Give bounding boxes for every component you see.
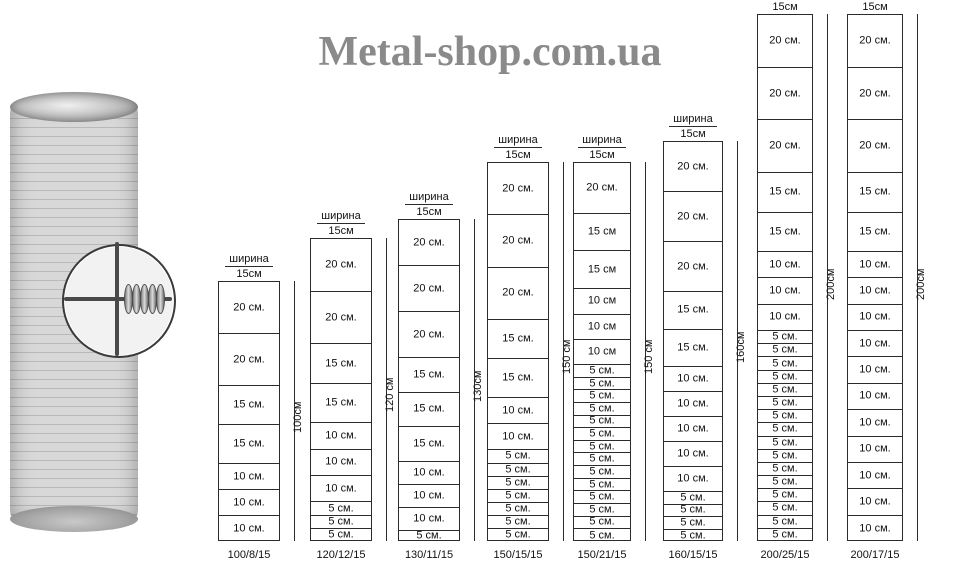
spacing-cell xyxy=(574,340,630,365)
width-label-word: ширина xyxy=(317,210,365,224)
spacing-cell-label: 5 см. xyxy=(772,343,798,356)
spacing-cell-label: 10 см. xyxy=(859,337,891,350)
spacing-cell-label: 5 см. xyxy=(416,529,442,542)
spacing-cell xyxy=(664,192,722,242)
spacing-cell xyxy=(664,492,722,505)
product-code-2: 120/12/15 xyxy=(316,549,366,561)
spacing-cell-label: 20 см. xyxy=(413,282,445,294)
spacing-cell xyxy=(574,416,630,429)
spacing-cell xyxy=(758,120,812,173)
spacing-cell-label: 5 см. xyxy=(772,357,798,370)
spacing-cell-label: 20 см. xyxy=(233,353,265,365)
width-label-word: ширина xyxy=(669,113,717,127)
spacing-cell-label: 15 см. xyxy=(413,368,445,381)
spacing-cell-label: 5 см. xyxy=(772,383,798,396)
spacing-cell xyxy=(848,120,902,173)
spacing-cell xyxy=(848,68,902,121)
spacing-cell xyxy=(574,214,630,252)
spacing-cell xyxy=(574,479,630,492)
height-label-7: 200см xyxy=(825,268,837,300)
spacing-cell-label: 10 см. xyxy=(677,372,709,385)
spacing-cell xyxy=(664,505,722,518)
spacing-cell-label: 5 см. xyxy=(772,528,798,541)
spacing-cell xyxy=(848,331,902,357)
spacing-cell xyxy=(488,268,548,320)
spacing-cell-label: 20 см. xyxy=(859,34,891,47)
product-code-5: 150/21/15 xyxy=(577,549,627,561)
spacing-cell-label: 10 см xyxy=(587,320,617,333)
spacing-cell-label: 20 см. xyxy=(859,87,891,100)
spacing-cell-label: 5 см. xyxy=(328,515,354,528)
spacing-cell-label: 20 см. xyxy=(769,87,801,100)
spacing-cell-label: 5 см. xyxy=(505,502,531,515)
spacing-cell xyxy=(311,292,371,345)
spacing-cell xyxy=(758,173,812,213)
spacing-cell-label: 10 см. xyxy=(502,430,534,443)
spacing-cell xyxy=(574,390,630,403)
spacing-cell-label: 20 см. xyxy=(677,210,709,222)
spacing-cell-label: 5 см. xyxy=(772,475,798,488)
spacing-cell-label: 5 см. xyxy=(589,503,615,516)
height-label-6: 160см xyxy=(735,331,747,363)
spacing-cell xyxy=(848,173,902,213)
width-label-4 xyxy=(494,134,542,161)
height-label-4: 150 см xyxy=(561,339,573,374)
spacing-column-8 xyxy=(847,0,974,563)
spacing-cell-label: 15 см. xyxy=(233,398,265,411)
spacing-cell xyxy=(758,213,812,253)
spacing-cell xyxy=(664,142,722,192)
spacing-cell-label: 5 см. xyxy=(505,449,531,462)
spacing-cell xyxy=(758,476,812,489)
spacing-cell-label: 5 см. xyxy=(589,414,615,427)
spacing-cell-label: 5 см. xyxy=(505,515,531,528)
spacing-cell-label: 10 см. xyxy=(233,470,265,482)
spacing-cell xyxy=(574,315,630,340)
spacing-cell xyxy=(219,282,279,334)
spacing-cell xyxy=(758,410,812,423)
spacing-cell-label: 15 см. xyxy=(502,371,534,384)
spacing-cell xyxy=(399,312,459,358)
spacing-cell-label: 10 см. xyxy=(769,284,801,297)
product-code-7: 200/25/15 xyxy=(760,549,810,561)
spacing-cell-label: 5 см. xyxy=(680,503,706,516)
spacing-grid-7 xyxy=(757,14,813,541)
spacing-cell-label: 15 см. xyxy=(859,225,891,238)
spacing-cell xyxy=(848,437,902,463)
spacing-cell xyxy=(664,242,722,292)
spacing-cell xyxy=(758,331,812,344)
spacing-cell xyxy=(399,508,459,531)
spacing-cell xyxy=(399,427,459,462)
spacing-cell xyxy=(488,398,548,424)
spacing-cell xyxy=(488,477,548,490)
spacing-cell-label: 5 см. xyxy=(680,516,706,529)
spacing-cell xyxy=(848,252,902,278)
spacing-cell-label: 5 см. xyxy=(328,528,354,541)
spacing-cell xyxy=(488,359,548,398)
spacing-cell-label: 5 см. xyxy=(772,370,798,383)
width-label-value: 15см xyxy=(505,149,531,161)
spacing-cell xyxy=(848,213,902,253)
spacing-cell xyxy=(219,334,279,386)
spacing-grid-1 xyxy=(218,281,280,541)
width-label-value: 15см xyxy=(589,149,615,161)
spacing-cell xyxy=(848,305,902,331)
spacing-cell xyxy=(488,503,548,516)
spacing-cell-label: 5 см. xyxy=(505,476,531,489)
spacing-cell xyxy=(848,410,902,436)
spacing-cell-label: 20 см. xyxy=(413,236,445,248)
spacing-cell xyxy=(664,517,722,530)
spacing-cell-label: 10 см xyxy=(587,294,617,307)
spacing-cell-label: 10 см. xyxy=(413,489,445,501)
spacing-cell-label: 10 см. xyxy=(859,469,891,482)
spacing-cell-label: 5 см. xyxy=(772,462,798,475)
spacing-cell-label: 5 см. xyxy=(589,440,615,453)
spacing-cell-label: 5 см. xyxy=(772,488,798,501)
spacing-cell xyxy=(574,466,630,479)
width-label-1 xyxy=(225,253,273,280)
spacing-cell-label: 10 см. xyxy=(859,495,891,508)
product-code-4: 150/15/15 xyxy=(493,549,543,561)
knot-vertical-wire xyxy=(115,242,119,356)
spacing-cell-label: 5 см. xyxy=(589,389,615,402)
spacing-cell xyxy=(848,463,902,489)
spacing-cell-label: 15 см xyxy=(587,263,617,276)
spacing-cell xyxy=(758,252,812,278)
spacing-cell-label: 20 см. xyxy=(325,258,357,271)
spacing-cell-label: 10 см. xyxy=(859,363,891,376)
width-label-value: 15см xyxy=(416,206,442,218)
spacing-cell xyxy=(758,68,812,121)
spacing-cell-label: 10 см. xyxy=(769,310,801,323)
spacing-cell xyxy=(574,403,630,416)
spacing-cell xyxy=(848,278,902,304)
spacing-cell xyxy=(311,529,371,542)
spacing-cell-label: 5 см. xyxy=(589,515,615,528)
spacing-grid-6 xyxy=(663,141,723,541)
spacing-grid-4 xyxy=(487,162,549,541)
spacing-cell xyxy=(399,462,459,485)
spacing-cell xyxy=(399,393,459,428)
spacing-cell-label: 10 см. xyxy=(413,466,445,478)
spacing-cell xyxy=(219,425,279,464)
spacing-cell xyxy=(488,215,548,267)
spacing-cell-label: 5 см. xyxy=(772,515,798,528)
height-label-8: 200см xyxy=(915,268,927,300)
spacing-cell xyxy=(574,289,630,314)
spacing-cell-label: 10 см. xyxy=(233,496,265,508)
spacing-grid-3 xyxy=(398,219,460,541)
spacing-cell xyxy=(758,516,812,529)
spacing-cell-label: 10 см. xyxy=(325,482,357,495)
spacing-cell xyxy=(758,529,812,542)
height-label-3: 130см xyxy=(472,370,484,402)
height-label-5: 150 см xyxy=(643,339,655,374)
width-label-8 xyxy=(851,0,899,13)
spacing-cell xyxy=(574,428,630,441)
spacing-cell-label: 15 см. xyxy=(233,437,265,450)
spacing-cell-label: 5 см. xyxy=(772,396,798,409)
spacing-cell-label: 15 см. xyxy=(413,402,445,415)
spacing-cell xyxy=(399,485,459,508)
spacing-cell xyxy=(758,278,812,304)
spacing-cell-label: 5 см. xyxy=(589,478,615,491)
spacing-cell xyxy=(574,251,630,289)
spacing-cell-label: 15 см. xyxy=(325,357,357,370)
spacing-cell xyxy=(758,15,812,68)
spacing-cell xyxy=(574,365,630,378)
spacing-cell xyxy=(574,441,630,454)
spacing-cell-label: 5 см. xyxy=(589,402,615,415)
spacing-cell-label: 15 см. xyxy=(325,396,357,409)
spacing-cell xyxy=(311,502,371,515)
width-label-value: 15см xyxy=(862,1,888,13)
spacing-cell-label: 10 см. xyxy=(677,422,709,435)
spacing-cell xyxy=(488,490,548,503)
spacing-cell xyxy=(758,502,812,515)
spacing-cell xyxy=(848,489,902,515)
spacing-cell-label: 5 см. xyxy=(589,490,615,503)
spacing-cell xyxy=(488,450,548,463)
spacing-cell-label: 15 см. xyxy=(502,332,534,345)
spacing-cell-label: 20 см. xyxy=(233,301,265,313)
width-label-value: 15см xyxy=(236,268,262,280)
spacing-cell-label: 5 см. xyxy=(505,489,531,502)
spacing-cell xyxy=(848,384,902,410)
spacing-cell xyxy=(758,489,812,502)
spacing-cell xyxy=(758,305,812,331)
spacing-cell xyxy=(574,491,630,504)
spacing-cell xyxy=(574,517,630,530)
spacing-cell xyxy=(664,442,722,467)
width-label-word: ширина xyxy=(494,134,542,148)
product-code-1: 100/8/15 xyxy=(227,549,271,561)
watermark-text: Metal-shop.com.ua xyxy=(318,29,662,75)
spacing-cell xyxy=(311,344,371,384)
spacing-cell xyxy=(758,463,812,476)
roll-top-ellipse xyxy=(10,92,138,122)
spacing-cell xyxy=(311,516,371,529)
spacing-cell xyxy=(311,476,371,502)
roll-bottom-ellipse xyxy=(10,506,138,532)
spacing-cell-label: 5 см. xyxy=(505,463,531,476)
spacing-cell xyxy=(664,467,722,492)
spacing-cell xyxy=(399,358,459,393)
spacing-cell xyxy=(574,378,630,391)
spacing-cell-label: 5 см. xyxy=(589,427,615,440)
spacing-cell xyxy=(219,490,279,516)
spacing-cell xyxy=(664,330,722,368)
spacing-cell xyxy=(664,292,722,330)
spacing-cell-label: 20 см. xyxy=(769,34,801,47)
width-label-3 xyxy=(405,191,453,218)
width-label-value: 15см xyxy=(328,225,354,237)
spacing-cell xyxy=(488,516,548,529)
width-label-word: ширина xyxy=(405,191,453,205)
spacing-cell-label: 10 см. xyxy=(859,522,891,535)
spacing-grid-2 xyxy=(310,238,372,541)
spacing-cell xyxy=(848,15,902,68)
spacing-cell-label: 15 см. xyxy=(769,185,801,198)
spacing-cell-label: 20 см. xyxy=(859,139,891,152)
spacing-cell xyxy=(848,357,902,383)
width-label-7 xyxy=(761,0,809,13)
product-code-3: 130/11/15 xyxy=(404,549,454,561)
spacing-cell-label: 20 см. xyxy=(769,139,801,152)
spacing-cell xyxy=(574,529,630,542)
spacing-cell-label: 5 см. xyxy=(589,529,615,542)
spacing-cell xyxy=(219,386,279,425)
spacing-cell-label: 20 см. xyxy=(413,328,445,340)
spacing-cell-label: 15 см xyxy=(587,225,617,238)
spacing-cell-label: 20 см. xyxy=(502,234,534,247)
wire-mesh-roll-illustration xyxy=(4,92,152,532)
spacing-cell-label: 10 см. xyxy=(859,442,891,455)
width-label-5 xyxy=(578,134,626,161)
spacing-cell xyxy=(758,357,812,370)
spacing-cell-label: 15 см. xyxy=(413,437,445,450)
width-label-word: ширина xyxy=(225,253,273,267)
spacing-cell-label: 10 см. xyxy=(859,416,891,429)
spacing-cell xyxy=(574,163,630,214)
spacing-cell-label: 20 см. xyxy=(677,260,709,272)
spacing-cell xyxy=(219,464,279,490)
spacing-cell-label: 5 см. xyxy=(772,422,798,435)
spacing-cell-label: 20 см. xyxy=(677,160,709,172)
spacing-cell-label: 10 см. xyxy=(859,310,891,323)
spacing-cell xyxy=(311,239,371,292)
spacing-cell xyxy=(311,423,371,449)
width-label-6 xyxy=(669,113,717,140)
spacing-cell-label: 10 см. xyxy=(859,258,891,271)
spacing-cell-label: 5 см. xyxy=(680,491,706,504)
spacing-cell xyxy=(488,464,548,477)
spacing-cell xyxy=(758,450,812,463)
spacing-cell-label: 5 см. xyxy=(505,528,531,541)
spacing-cell-label: 5 см. xyxy=(772,449,798,462)
spacing-cell-label: 15 см. xyxy=(677,303,709,316)
spacing-cell xyxy=(574,504,630,517)
spacing-cell xyxy=(311,384,371,424)
spacing-cell-label: 10 см. xyxy=(325,429,357,442)
spacing-cell xyxy=(758,371,812,384)
width-label-value: 15см xyxy=(772,1,798,13)
width-label-word: ширина xyxy=(578,134,626,148)
spacing-cell-label: 5 см. xyxy=(328,502,354,515)
spacing-cell-label: 10 см. xyxy=(325,455,357,468)
spacing-grid-8 xyxy=(847,14,903,541)
spacing-cell xyxy=(664,367,722,392)
spacing-cell-label: 5 см. xyxy=(772,436,798,449)
spacing-cell-label: 5 см. xyxy=(772,330,798,343)
spacing-cell-label: 5 см. xyxy=(589,377,615,390)
spacing-cell xyxy=(574,453,630,466)
spacing-cell-label: 5 см. xyxy=(589,364,615,377)
spacing-cell-label: 10 см. xyxy=(769,258,801,271)
spacing-cell-label: 5 см. xyxy=(589,452,615,465)
spacing-cell xyxy=(399,266,459,312)
width-label-2 xyxy=(317,210,365,237)
spacing-cell-label: 10 см. xyxy=(677,447,709,460)
spacing-cell-label: 10 см. xyxy=(859,389,891,402)
spacing-cell xyxy=(848,516,902,542)
spacing-cell xyxy=(758,437,812,450)
spacing-cell xyxy=(488,529,548,542)
spacing-cell xyxy=(758,344,812,357)
spacing-cell xyxy=(399,220,459,266)
spacing-cell-label: 15 см. xyxy=(769,225,801,238)
height-label-2: 120 см xyxy=(384,377,396,412)
product-code-6: 160/15/15 xyxy=(668,549,718,561)
spacing-cell-label: 10 см. xyxy=(233,522,265,535)
spacing-cell xyxy=(488,424,548,450)
product-code-8: 200/17/15 xyxy=(850,549,900,561)
spacing-cell xyxy=(219,516,279,542)
knot-coil-icon xyxy=(124,284,164,312)
spacing-cell-label: 5 см. xyxy=(772,501,798,514)
spacing-cell-label: 10 см. xyxy=(413,512,445,524)
width-label-value: 15см xyxy=(680,128,706,140)
spacing-cell xyxy=(488,320,548,359)
spacing-cell-label: 20 см. xyxy=(502,182,534,195)
spacing-cell-label: 10 см. xyxy=(677,472,709,485)
spacing-cell xyxy=(664,392,722,417)
spacing-grid-5 xyxy=(573,162,631,541)
spacing-cell xyxy=(311,450,371,476)
spacing-cell xyxy=(664,417,722,442)
spacing-cell xyxy=(758,397,812,410)
spacing-cell-label: 5 см. xyxy=(680,529,706,542)
spacing-cell-label: 15 см. xyxy=(677,341,709,354)
spacing-cell-label: 15 см. xyxy=(859,185,891,198)
spacing-cell-label: 20 см. xyxy=(502,286,534,299)
spacing-cell-label: 20 см. xyxy=(586,181,618,194)
spacing-cell-label: 10 см. xyxy=(677,397,709,410)
spacing-cell-label: 10 см. xyxy=(859,284,891,297)
spacing-cell-label: 5 см. xyxy=(772,409,798,422)
spacing-cell xyxy=(758,423,812,436)
spacing-cell-label: 20 см. xyxy=(325,311,357,324)
spacing-cell xyxy=(664,530,722,543)
height-label-1: 100см xyxy=(292,401,304,433)
spacing-cell xyxy=(758,384,812,397)
spacing-cell xyxy=(488,163,548,215)
spacing-cell-label: 10 см xyxy=(587,345,617,358)
spacing-cell-label: 5 см. xyxy=(589,465,615,478)
spacing-cell xyxy=(399,531,459,543)
spacing-cell-label: 10 см. xyxy=(502,404,534,417)
